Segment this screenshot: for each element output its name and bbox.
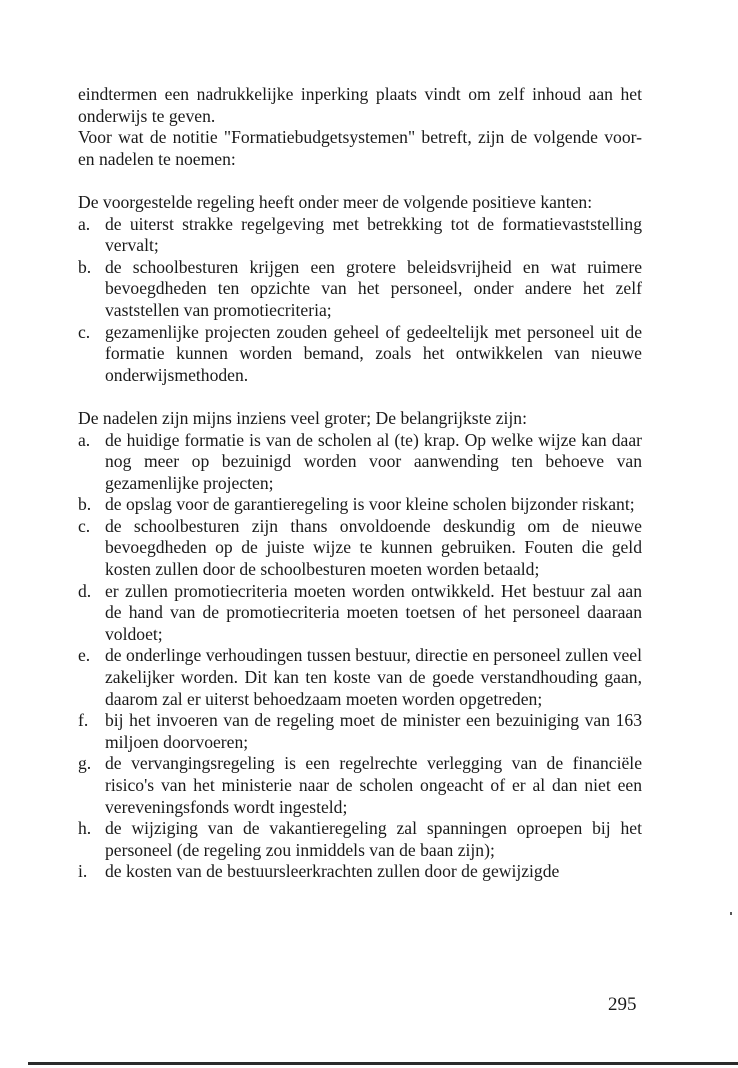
negatives-heading: De nadelen zijn mijns inziens veel groter; De belangrijkste zijn: (78, 407, 527, 428)
list-marker: g. (78, 753, 92, 774)
list-item-text: de opslag voor de garantieregeling is voor kleine scholen bijzonder riskant; (105, 494, 635, 515)
list-item-text: de schoolbesturen krijgen een grotere beleidsvrijheid en wat ruimere bevoegdheden ten opzichte van het personeel, onder andere het zelf vaststellen van promotiecriteria; (105, 256, 642, 320)
list-item (78, 861, 642, 883)
list-marker: f. (78, 710, 89, 731)
list-marker: c. (78, 515, 91, 536)
list-item-text: de onderlinge verhoudingen tussen bestuur, directie en personeel zullen veel zakelijker worden. Dit kan ten koste van de goede verstandhouding gaan, daarom zal er uiterst behoedzaam moeten worden opgetreden; (105, 645, 642, 709)
paragraph-gap (78, 386, 642, 408)
list-item (78, 581, 642, 646)
list-marker: a. (78, 213, 91, 234)
list-marker: i. (78, 861, 88, 882)
list-marker: e. (78, 645, 91, 666)
list-item-text: de vervangingsregeling is een regelrechte verlegging van de financiële risico's van het ministerie naar de scholen ongeacht of er al dan niet een vereveningsfonds wordt ingesteld; (105, 753, 642, 817)
positives-list (78, 214, 642, 387)
page-number: 295 (608, 994, 637, 1015)
list-item-text: de kosten van de bestuursleerkrachten zullen door de gewijzigde (105, 861, 560, 882)
paragraph-gap (78, 170, 642, 192)
list-marker: b. (78, 494, 92, 515)
list-item (78, 645, 642, 710)
list-item-text: bij het invoeren van de regeling moet de minister een bezuiniging van 163 miljoen doorvoeren; (105, 710, 642, 752)
list-item-text: de wijziging van de vakantieregeling zal spanningen oproepen bij het personeel (de regeling zou inmiddels van de baan zijn); (105, 818, 642, 860)
list-marker: h. (78, 818, 92, 839)
list-item (78, 430, 642, 495)
list-item (78, 214, 642, 257)
list-item-text: er zullen promotiecriteria moeten worden ontwikkeld. Het bestuur zal aan de hand van de promotiecriteria moeten toetsen of het personeel daaraan voldoet; (105, 580, 642, 644)
list-item (78, 753, 642, 818)
scan-speck (730, 912, 732, 915)
list-item (78, 322, 642, 387)
list-marker: b. (78, 256, 92, 277)
list-item-text: de schoolbesturen zijn thans onvoldoende deskundig om de nieuwe bevoegdheden op de juiste wijze te kunnen gebruiken. Fouten die geld kosten zullen door de schoolbesturen moeten worden betaald; (105, 515, 642, 580)
list-marker: c. (78, 321, 91, 342)
list-item-text: gezamenlijke projecten zouden geheel of gedeeltelijk met personeel uit de formatie kunnen worden bemand, zoals het ontwikkelen van nieuwe onderwijsmethoden. (105, 321, 642, 385)
document-body (78, 84, 642, 883)
intro-paragraph: Voor wat de notitie "Formatiebudgetsystemen" betreft, zijn de volgende voor- en nadelen te noemen: (78, 127, 642, 169)
negatives-list (78, 430, 642, 883)
list-item (78, 516, 642, 581)
positives-heading: De voorgestelde regeling heeft onder meer de volgende positieve kanten: (78, 191, 593, 212)
list-item (78, 257, 642, 322)
list-marker: a. (78, 429, 91, 450)
list-item (78, 494, 642, 516)
list-item-text: de huidige formatie is van de scholen al (te) krap. Op welke wijze kan daar nog meer op bezuinigd worden voor aanwending ten behoeve van gezamenlijke projecten; (105, 429, 642, 493)
scan-bottom-edge (28, 1062, 738, 1065)
list-marker: d. (78, 580, 92, 601)
list-item-text: de uiterst strakke regelgeving met betrekking tot de formatievaststelling vervalt; (105, 213, 642, 256)
list-item (78, 710, 642, 753)
list-item (78, 818, 642, 861)
intro-continuation: eindtermen een nadrukkelijke inperking plaats vindt om zelf inhoud aan het onderwijs te geven. (78, 84, 642, 126)
